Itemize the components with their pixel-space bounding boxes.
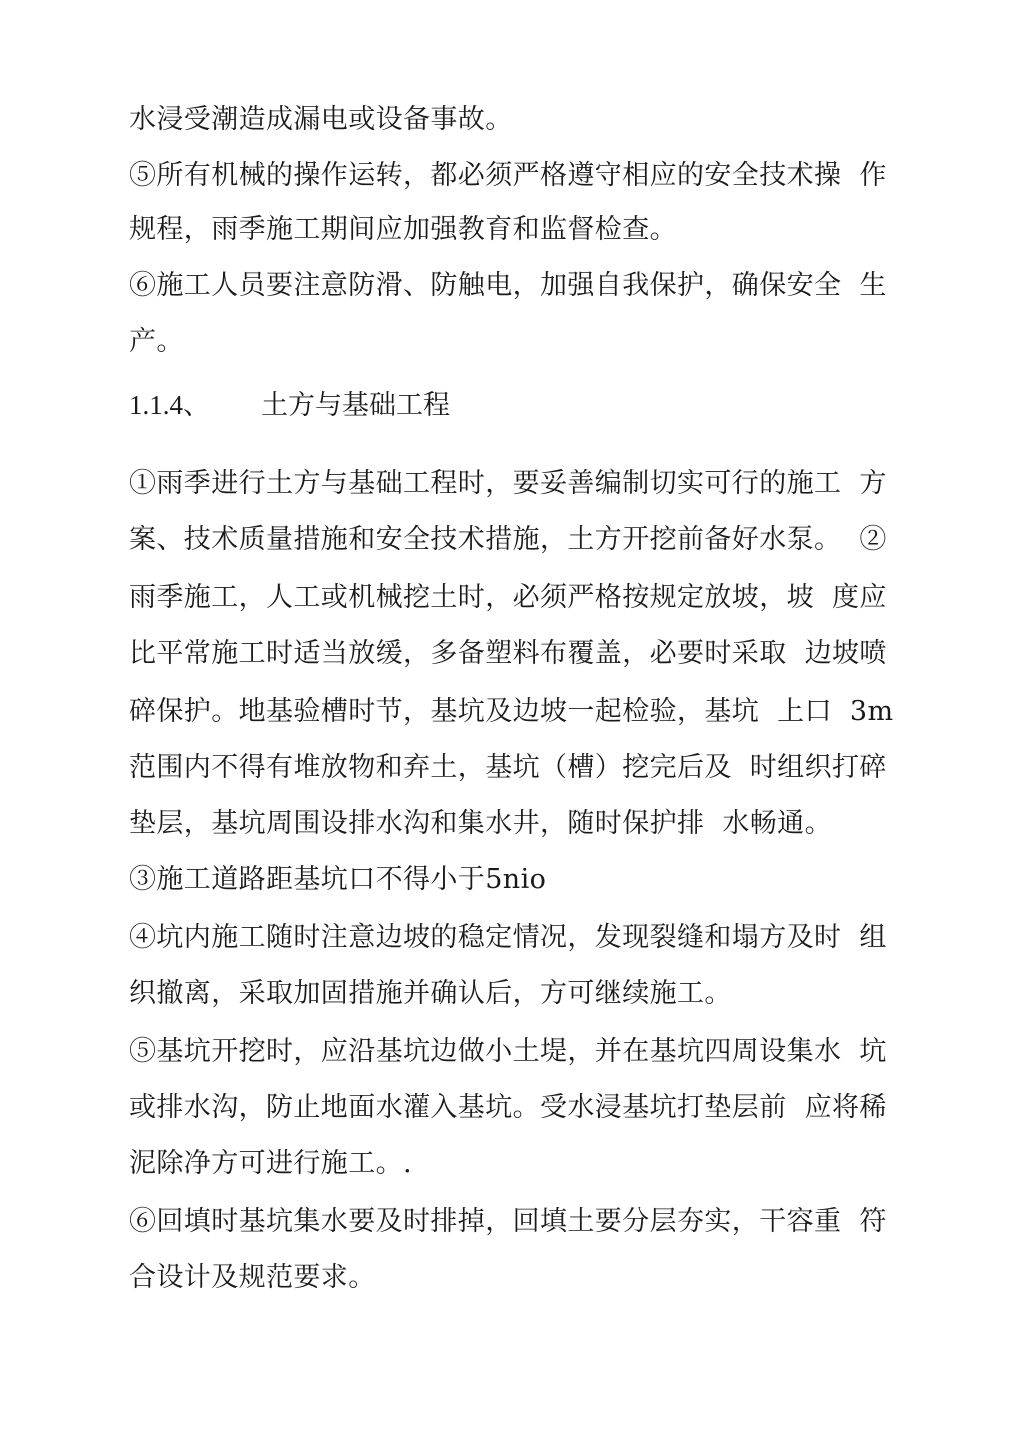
text-line: 雨季施工，人工或机械挖土时，必须严格按规定放坡，坡 度应	[129, 582, 887, 613]
section-number: 1.1.4、	[129, 390, 210, 420]
text-line: 织撤离，采取加固措施并确认后，方可继续施工。	[129, 978, 732, 1009]
text-line: 垫层，基坑周围设排水沟和集水井，随时保护排 水畅通。	[129, 808, 832, 839]
text-line: 或排水沟，防止地面水灌入基坑。受水浸基坑打垫层前 应将稀	[129, 1092, 887, 1123]
text-line: ⑥回填时基坑集水要及时排掉，回填土要分层夯实，干容重 符	[129, 1206, 887, 1237]
text-line: 比平常施工时适当放缓，多备塑料布覆盖，必要时采取 边坡喷	[129, 638, 887, 669]
text-line: ⑤基坑开挖时，应沿基坑边做小土堤，并在基坑四周设集水 坑	[129, 1036, 887, 1067]
text-line: ⑥施工人员要注意防滑、防触电，加强自我保护，确保安全 生	[129, 270, 887, 301]
text-line: 范围内不得有堆放物和弃土，基坑（槽）挖完后及 时组织打碎	[129, 752, 887, 783]
text-line: 泥除净方可进行施工。.	[129, 1148, 412, 1179]
text-line: 案、技术质量措施和安全技术措施，土方开挖前备好水泵。 ②	[129, 524, 887, 555]
text-line: ③施工道路距基坑口不得小于5nio	[129, 864, 547, 895]
text-line: 产。	[129, 326, 184, 357]
section-heading	[129, 387, 919, 424]
text-line: ①雨季进行土方与基础工程时，要妥善编制切实可行的施工 方	[129, 468, 887, 499]
text-line: ④坑内施工随时注意边坡的稳定情况，发现裂缝和塌方及时 组	[129, 922, 887, 953]
text-line: 水浸受潮造成漏电或设备事故。	[129, 104, 513, 135]
text-line: 规程，雨季施工期间应加强教育和监督检查。	[129, 214, 677, 245]
text-line: 碎保护。地基验槽时节，基坑及边坡一起检验，基坑 上口 3m	[129, 696, 894, 727]
text-line: 合设计及规范要求。	[129, 1262, 376, 1293]
section-title: 土方与基础工程	[261, 390, 450, 421]
text-line: ⑤所有机械的操作运转，都必须严格遵守相应的安全技术操 作	[129, 160, 887, 191]
